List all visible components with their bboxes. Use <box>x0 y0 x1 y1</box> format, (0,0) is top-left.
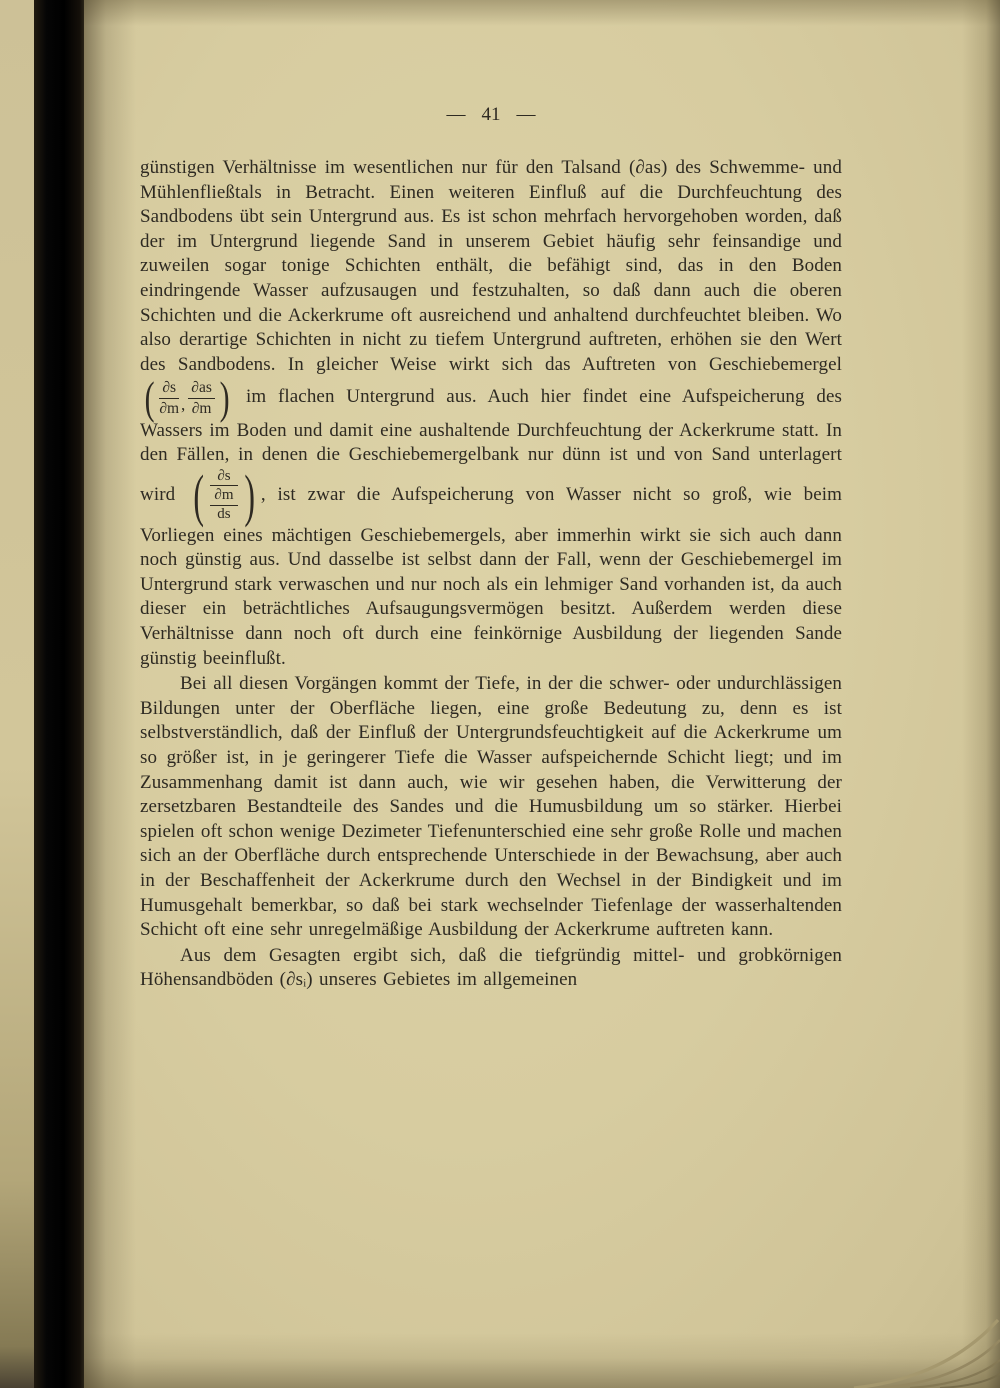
page-number-dash-right: — <box>516 104 536 125</box>
paragraph-3: Aus dem Gesagten ergibt sich, daß die tiefgründig mittel- und grobkörnigen Höhensandböden (∂sᵢ) unseres Gebietes im allgemeinen <box>140 944 842 991</box>
paragraph-1-segment-a: günstigen Verhältnisse im wesentlichen nur für den Talsand (∂as) des Schwemme- und Mühlenfließtals in Betracht. Einen weiteren Einfluß auf die Durchfeuchtung des Sandbodens übt sein Untergrund aus. Es ist schon mehrfach hervorgehoben worden, daß der im Untergrund liegende Sand in unserem Gebiet häufig sehr feinsandige und zuweilen sogar tonige Schichten enthält, die befähigt sind, das in den Boden eindringende Wasser aufzusaugen und festzuhalten, so daß dann auch die oberen Schichten und die Ackerkrume oft ausreichend und anhaltend durchfeuchtet bleiben. Wo also derartige Schichten in nicht zu tiefem Untergrund auftreten, erhöhen sie den Wert des Sandbodens. In gleicher Weise wirkt sich das Auftreten von Geschiebemergel <box>140 157 842 375</box>
paragraph-1-segment-b: im flachen Untergrund aus. Auch hier findet eine Aufspeicherung des Wassers im Boden und damit eine aushaltende Durchfeuchtung der Ackerkrume statt. In den Fällen, in denen die Geschiebemergelbank nur dünn ist und von Sand unterlagert wird <box>140 386 842 506</box>
open-paren: ( <box>193 462 205 528</box>
open-paren: ( <box>144 372 155 424</box>
fraction-ds-dm <box>159 379 179 418</box>
fraction-numerator: ∂s <box>159 379 179 399</box>
fraction-numerator: ∂as <box>188 379 215 399</box>
paragraph-1 <box>140 156 842 671</box>
paragraph-2: Bei all diesen Vorgängen kommt der Tiefe, in der die schwer- oder undurchlässigen Bildungen unter der Oberfläche liegen, eine große Bedeutung zu, denn es ist selbstverständlich, daß der Einfluß der Untergrundsfeuchtigkeit auf die Ackerkrume um so größer ist, in je geringerer Tiefe die Wasser aufspeichernde Schicht liegt; und im Zusammenhang damit ist dann auch, wie wir gesehen haben, die Verwitterung der zersetzbaren Bestandteile des Sandes und die Humusbildung um so stärker. Hierbei spielen oft schon wenige Dezimeter Tiefenunterschied eine sehr große Rolle und machen sich an der Oberfläche durch entsprechende Unterschiede in der Bewachsung, aber auch in der Beschaffenheit der Ackerkrume durch den Wechsel in der Bindigkeit und im Humusgehalt bemerkbar, so daß bei stark wechselnder Tiefenlage der wasserhaltenden Schicht oft eine sehr unregelmäßige Ausbildung der Ackerkrume auftreten kann. <box>140 673 842 941</box>
page-number-dash-left: — <box>446 104 466 125</box>
stack-top: ∂s <box>217 467 231 484</box>
formula-comma: , <box>181 394 186 414</box>
text-block <box>140 0 842 993</box>
close-paren: ) <box>219 372 230 424</box>
stack-bottom: ds <box>217 506 231 523</box>
paper-page <box>84 0 1000 1388</box>
binding-gutter <box>34 0 84 1388</box>
page-number: 41 <box>481 104 501 125</box>
page-number-header <box>140 104 842 126</box>
layer-stack <box>210 468 237 524</box>
fraction-denominator: ∂m <box>191 399 212 417</box>
inline-formula-layer-stack <box>189 462 259 528</box>
fraction-denominator: ∂m <box>159 399 180 417</box>
inline-formula-geschiebemergel <box>142 372 232 424</box>
page-edge-strip <box>0 0 34 1388</box>
stack-middle: ∂m <box>210 485 237 506</box>
paragraph-1-segment-c: , ist zwar die Aufspeicherung von Wasser nicht so groß, wie beim Vorliegen eines mächtigen Geschiebemergels, aber immerhin wirkt sie sich auch dann noch günstig aus. Und dasselbe ist selbst dann der Fall, wenn der Geschiebemergel im Untergrund stark verwaschen und nur noch als ein lehmiger Sand vorhanden ist, da auch dieser ein beträchtliches Aufsaugungsvermögen besitzt. Außerdem werden diese Verhältnisse dann noch oft durch eine feinkörnige Ausbildung der liegenden Sande günstig beeinflußt. <box>140 484 842 669</box>
fraction-das-dm <box>188 379 215 418</box>
page-corner-curl <box>850 1314 1000 1388</box>
close-paren: ) <box>243 462 255 528</box>
